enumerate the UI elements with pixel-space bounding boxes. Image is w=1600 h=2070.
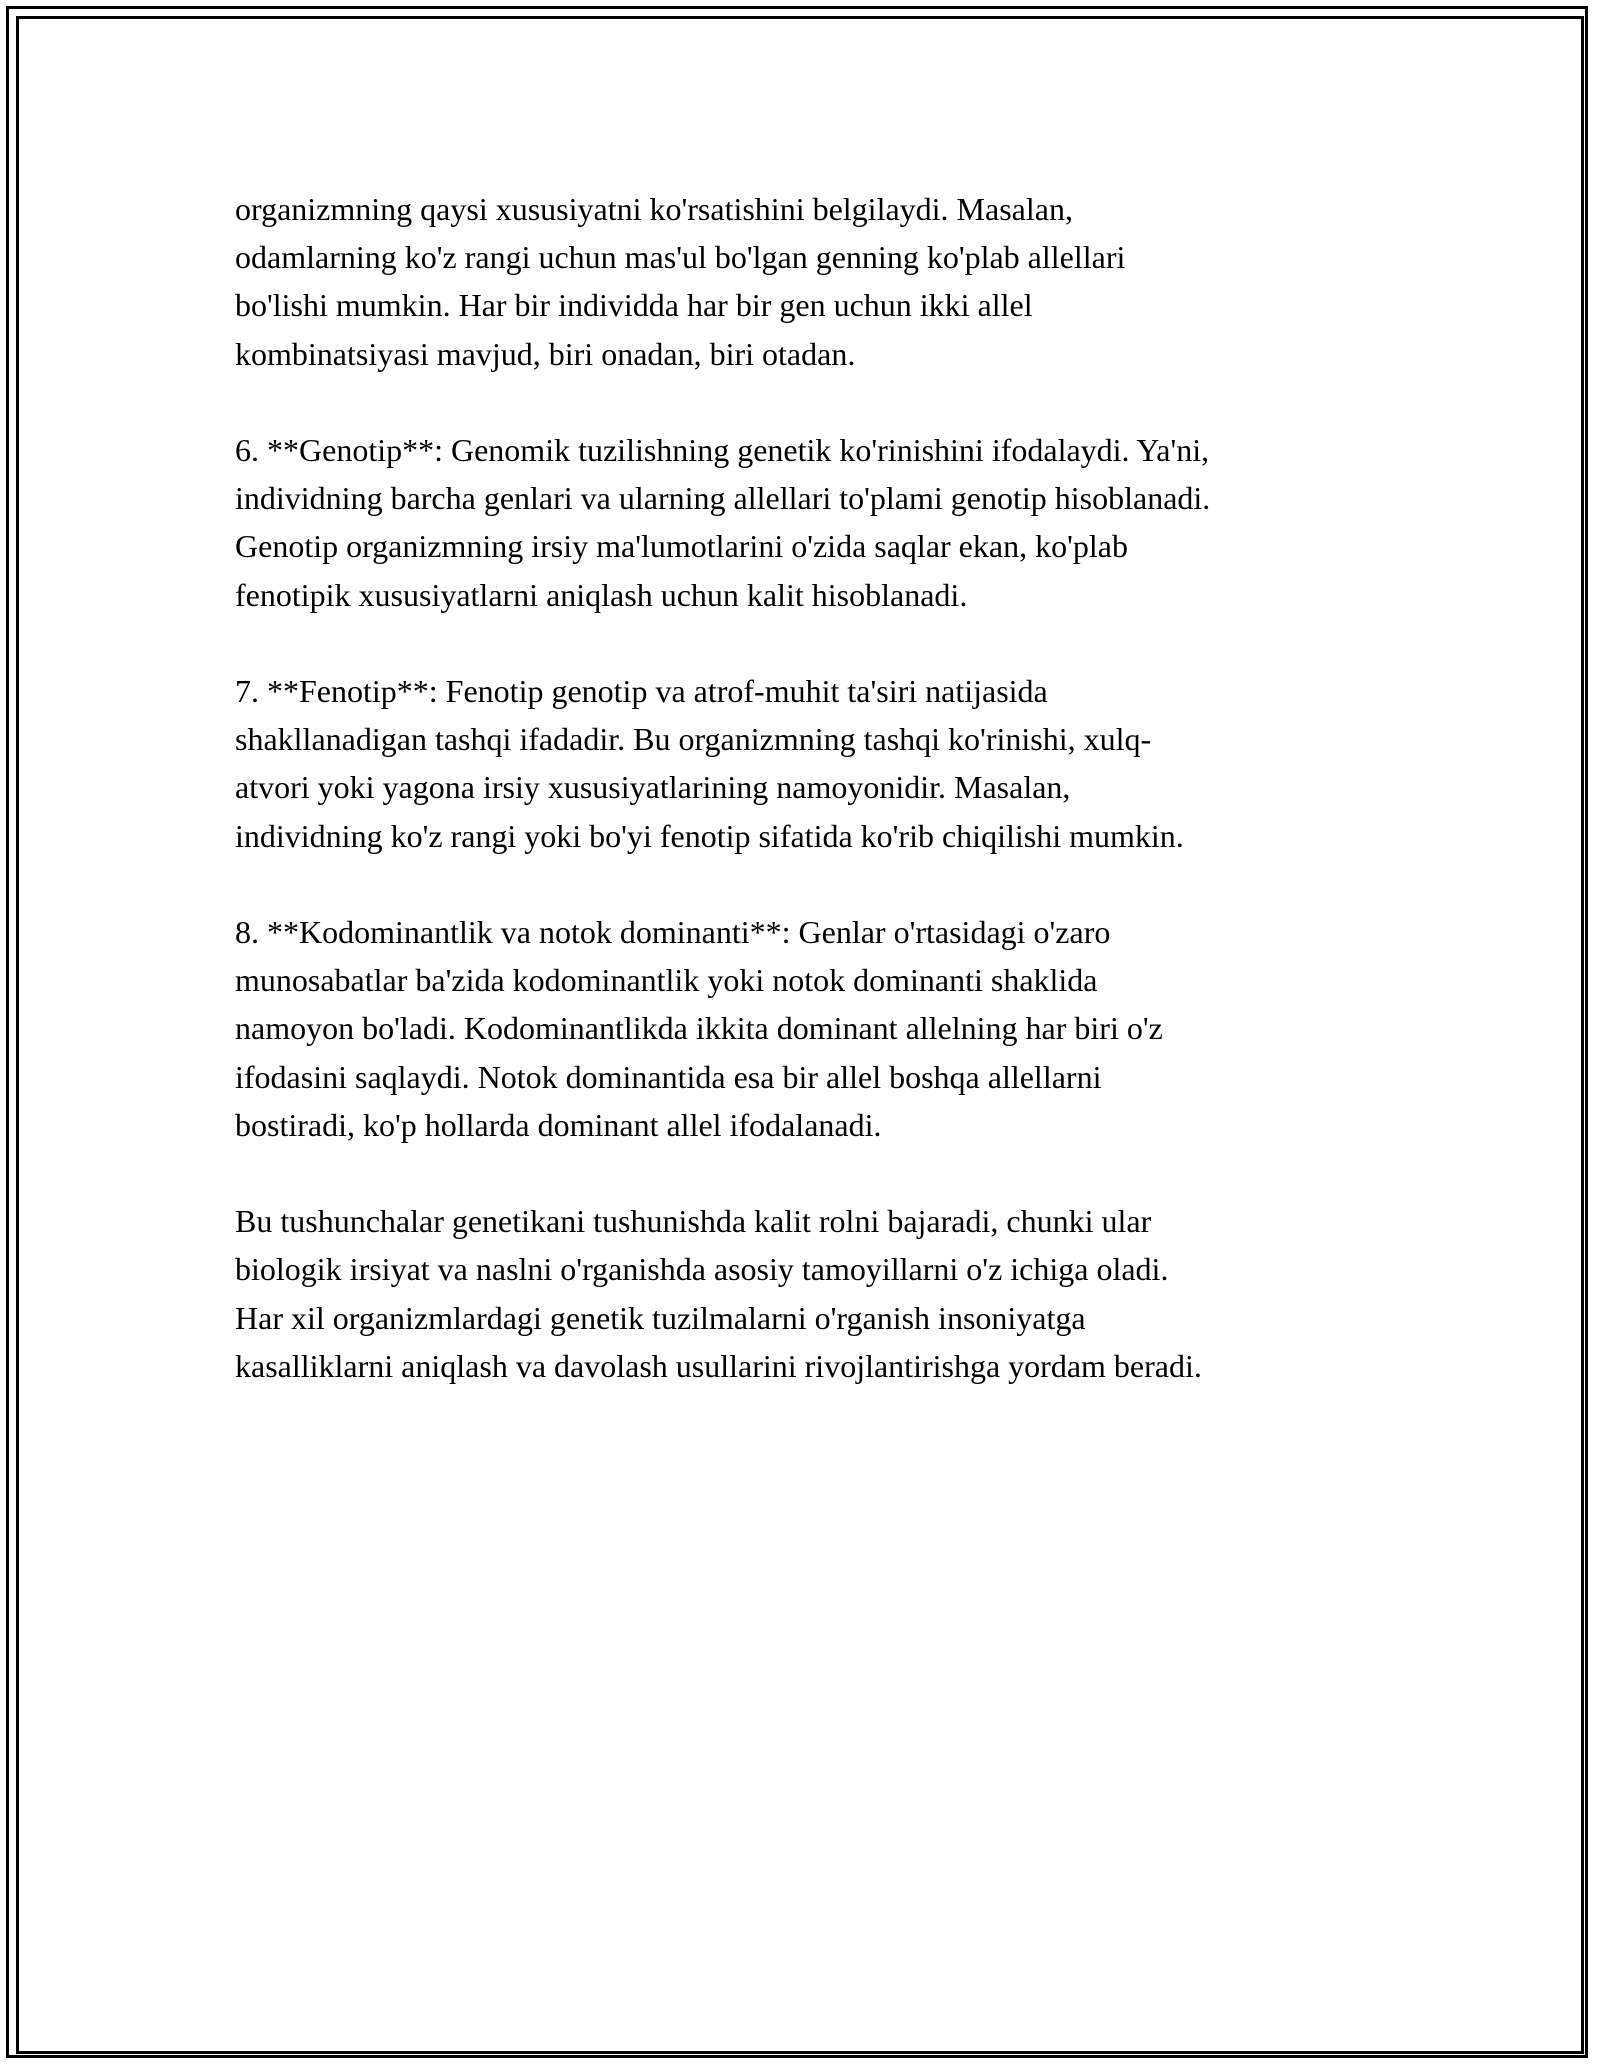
text-line: odamlarning ko'z rangi uchun mas'ul bo'lgan genning ko'plab allellari xyxy=(235,239,1126,276)
paragraph-fenotip xyxy=(235,667,1375,860)
text-line: namoyon bo'ladi. Kodominantlikda ikkita dominant allelning har biri o'z xyxy=(235,1010,1163,1047)
text-line: 6. **Genotip**: Genomik tuzilishning genetik ko'rinishini ifodalaydi. Ya'ni, xyxy=(235,432,1210,468)
text-line: kombinatsiyasi mavjud, biri onadan, biri otadan. xyxy=(235,335,856,372)
paragraph-kodominantlik xyxy=(235,908,1375,1149)
paragraph-allel-continuation xyxy=(235,185,1375,378)
text-line: shakllanadigan tashqi ifadadir. Bu organizmning tashqi ko'rinishi, xulq- xyxy=(235,721,1152,758)
text-line: biologik irsiyat va naslni o'rganishda asosiy tamoyillarni o'z ichiga oladi. xyxy=(235,1251,1169,1288)
text-line: 7. **Fenotip**: Fenotip genotip va atrof-muhit ta'siri natijasida xyxy=(235,673,1048,709)
text-line: atvori yoki yagona irsiy xususiyatlarining namoyonidir. Masalan, xyxy=(235,769,1071,806)
text-line: individning ko'z rangi yoki bo'yi fenotip sifatida ko'rib chiqilishi mumkin. xyxy=(235,817,1184,854)
document-body xyxy=(235,185,1375,1438)
paragraph-conclusion xyxy=(235,1197,1375,1390)
text-line: Genotip organizmning irsiy ma'lumotlarini o'zida saqlar ekan, ko'plab xyxy=(235,528,1128,565)
text-line: bo'lishi mumkin. Har bir individda har bir gen uchun ikki allel xyxy=(235,287,1033,324)
text-line: kasalliklarni aniqlash va davolash usullarini rivojlantirishga yordam beradi. xyxy=(235,1347,1202,1384)
text-line: 8. **Kodominantlik va notok dominanti**: Genlar o'rtasidagi o'zaro xyxy=(235,914,1111,950)
paragraph-genotip xyxy=(235,426,1375,619)
text-line: organizmning qaysi xususiyatni ko'rsatishini belgilaydi. Masalan, xyxy=(235,191,1073,227)
text-line: munosabatlar ba'zida kodominantlik yoki notok dominanti shaklida xyxy=(235,962,1098,999)
text-line: Har xil organizmlardagi genetik tuzilmalarni o'rganish insoniyatga xyxy=(235,1299,1086,1336)
text-line: individning barcha genlari va ularning allellari to'plami genotip hisoblanadi. xyxy=(235,480,1211,517)
text-line: Bu tushunchalar genetikani tushunishda kalit rolni bajaradi, chunki ular xyxy=(235,1203,1152,1240)
text-line: bostiradi, ko'p hollarda dominant allel ifodalanadi. xyxy=(235,1106,882,1143)
text-line: ifodasini saqlaydi. Notok dominantida esa bir allel boshqa allellarni xyxy=(235,1058,1102,1095)
text-line: fenotipik xususiyatlarni aniqlash uchun kalit hisoblanadi. xyxy=(235,576,968,613)
